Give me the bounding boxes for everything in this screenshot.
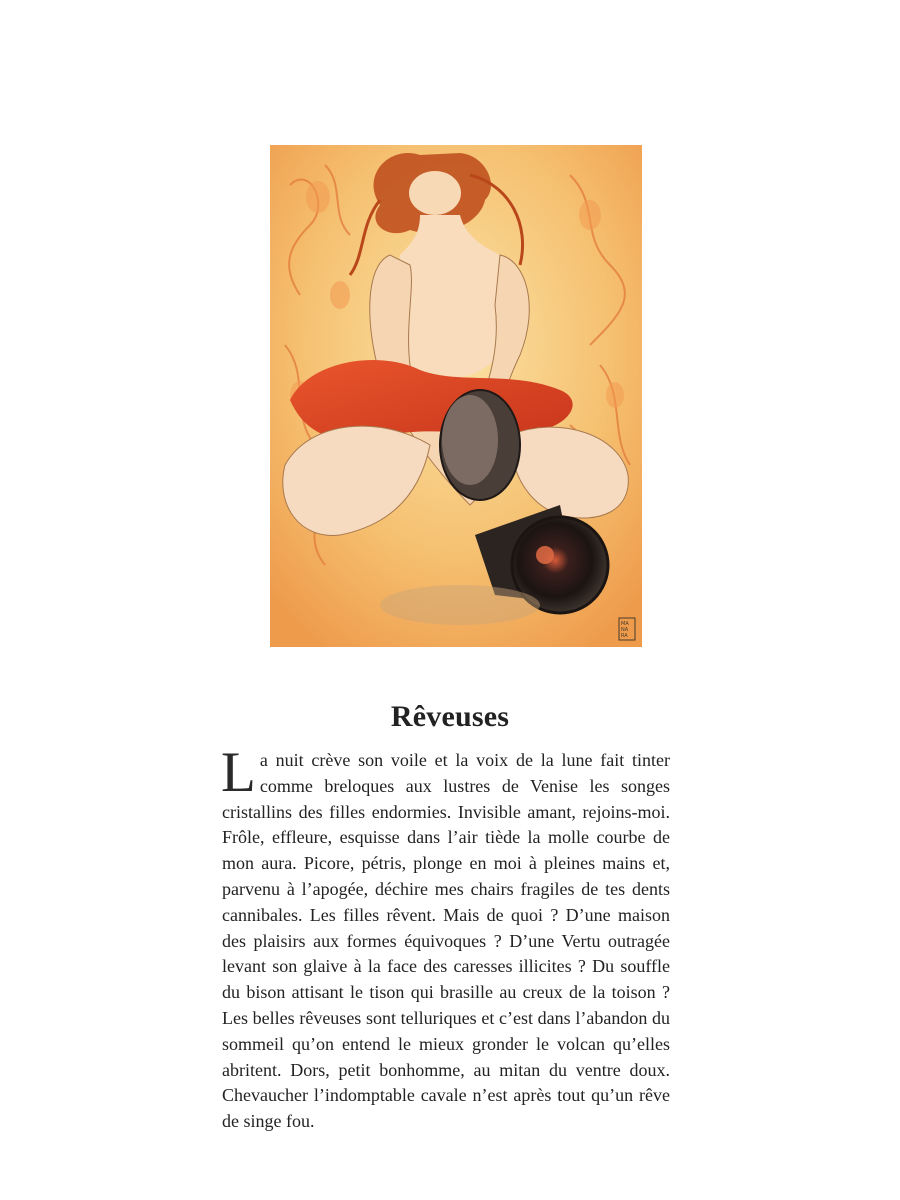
artist-monogram: MA [621, 621, 629, 627]
svg-text:NA: NA [621, 627, 629, 633]
body-paragraph [221, 741, 670, 1135]
drop-cap: L [221, 741, 256, 804]
page-title: Rêveuses [390, 700, 510, 734]
body-text: a nuit crève son voile et la voix de la lune fait tinter comme breloques aux lustres de Venise les songes cristallins des filles endormies. Invisible amant, rejoins-moi. Frôle, effleure, esquisse dans l’air tiède la molle courbe de mon aura. Picore, pétris, plonge en moi à pleines mains et, parvenu à l’apogée, déchire mes chairs fragiles de tes dents cannibales. Les filles rêvent. Mais de quoi ? D’une maison des plaisirs aux formes équivoques ? D’une Vertu outragée levant son glaive à la face des caresses illicites ? Du souffle du bison attisant le tison qui brasille au creux de la toison ? Les belles rêveuses sont telluriques et c’est dans l’abandon du sommeil qu’on entend le mieux gronder le volcan qu’elles abritent. Dors, petit bonhomme, au mitan du ventre doux. Chevaucher l’indomptable cavale n’est après tout qu’un rêve de singe fou. [222, 750, 670, 1132]
illustration-artwork [270, 145, 642, 647]
illustration [270, 145, 642, 647]
svg-text:RA: RA [621, 633, 628, 639]
